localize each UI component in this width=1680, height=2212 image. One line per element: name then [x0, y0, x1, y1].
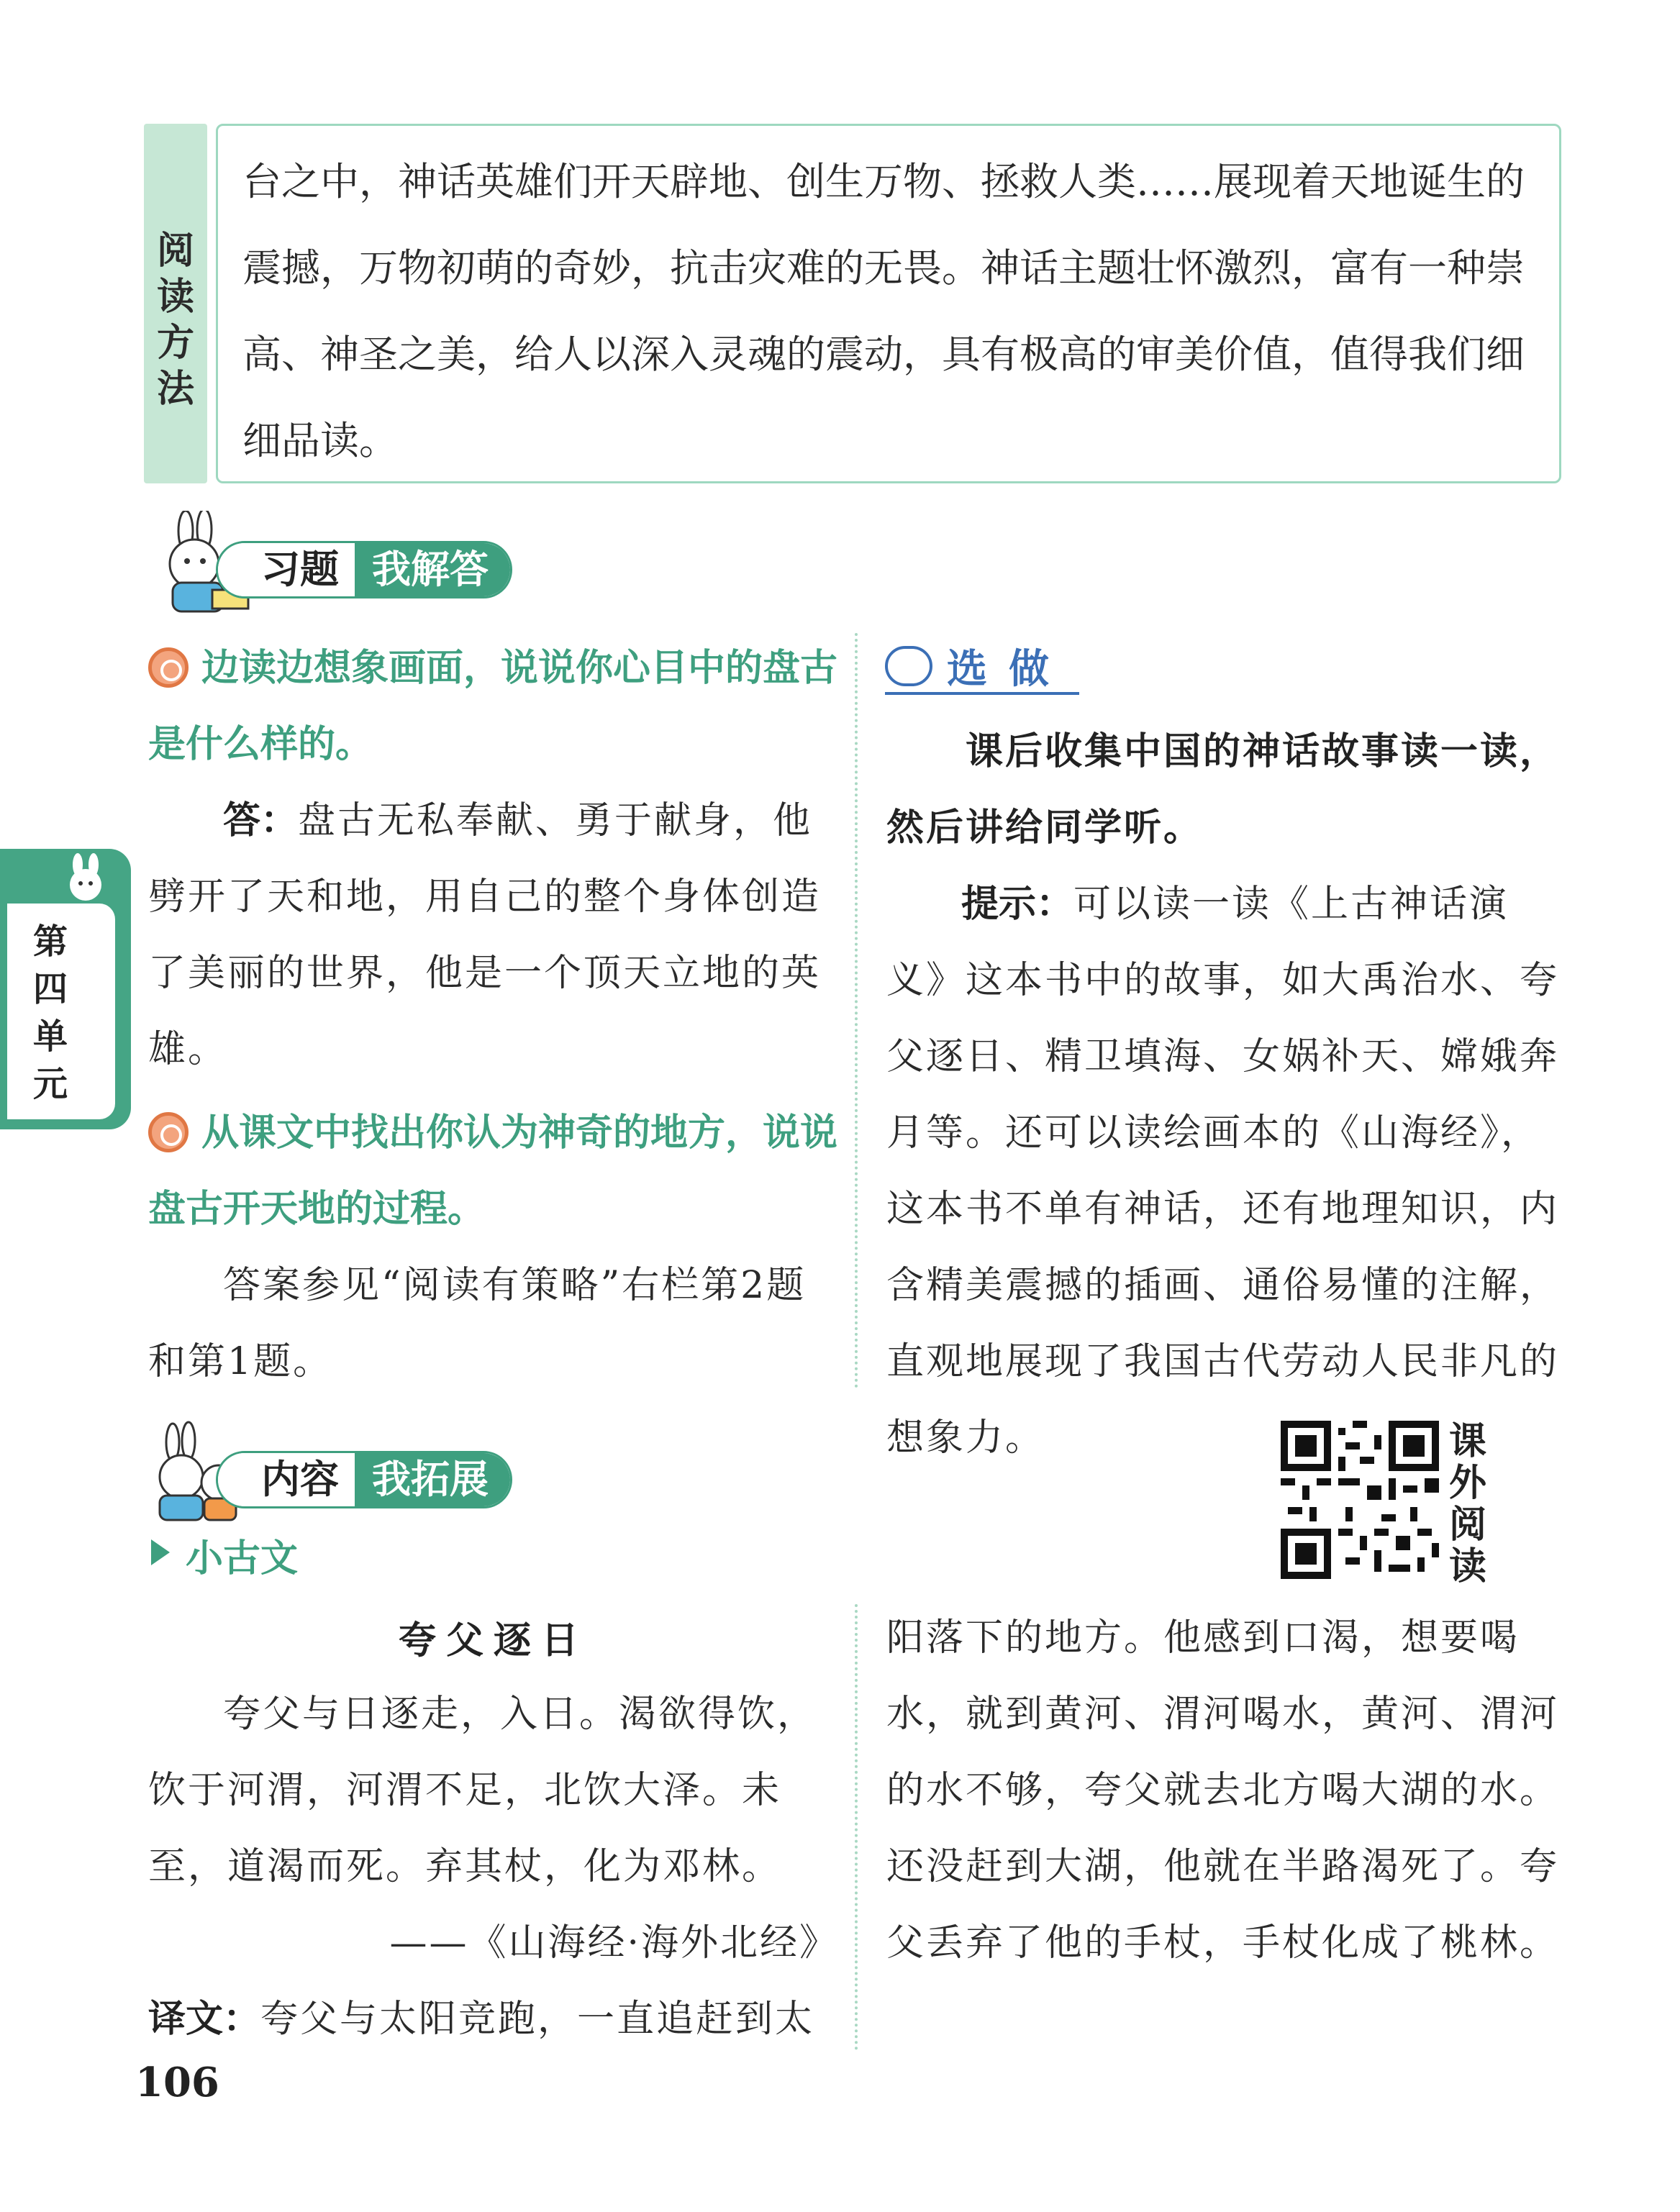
optional-task: 课后收集中国的神话故事读一读，然后讲给同学听。 [886, 730, 1560, 850]
answer-2: 答案参见“阅读有策略”右栏第2题和第1题。 [148, 1264, 807, 1383]
optional-underline [885, 692, 1079, 695]
optional-icon [885, 646, 932, 686]
unit-side-tab [0, 849, 131, 1129]
subhead-triangle-icon [151, 1539, 170, 1565]
hint [886, 866, 1563, 1476]
question-1: 边读边想象画面，说说你心目中的盘古是什么样的。 [148, 647, 838, 766]
hint-text: 可以读一读《上古神话演义》这本书中的故事，如大禹治水、夸父逐日、精卫填海、女娲补天、嫦娥奔月等。还可以读绘画本的《山海经》，这本书不单有神话，还有地理知识，内含精美震撼的插画、通俗易懂的注解，直观地展现了我国古代劳动人民非凡的想象力。 [886, 883, 1560, 1460]
extend-header-part2: 我拓展 [355, 1453, 510, 1506]
extend-header [144, 1421, 547, 1502]
bunny-head-icon [60, 853, 111, 904]
reading-method-box [216, 124, 1561, 483]
page-number: 106 [135, 2059, 219, 2106]
qr-code-icon [1281, 1421, 1439, 1579]
translation-left-text: 夸父与太阳竞跑，一直追赶到太 [260, 1998, 815, 2041]
translation-right: 阳落下的地方。他感到口渴，想要喝水，就到黄河、渭河喝水，黄河、渭河的水不够，夸父就去北方喝大湖的水。还没赶到大湖，他就在半路渴死了。夸父丢弃了他的手杖，手杖化成了桃林。 [886, 1616, 1560, 1965]
reading-method-tab [144, 124, 207, 483]
optional-label: 选做 [947, 646, 1071, 693]
hint-label: 提示： [961, 883, 1074, 926]
exercise-header-part2: 我解答 [355, 543, 510, 596]
exercise-header [144, 511, 547, 592]
qr-label: 课 外 阅 读 [1448, 1420, 1486, 1588]
question-2: 从课文中找出你认为神奇的地方，说说盘古开天地的过程。 [148, 1111, 838, 1231]
reading-method-label: 阅 读 方 法 [156, 229, 194, 411]
column-divider-2 [855, 1604, 858, 2050]
unit-label: 第 四 单 元 [32, 921, 68, 1104]
translation-label: 译文： [148, 1998, 261, 2041]
translation-left [148, 1981, 839, 2057]
qr-code[interactable] [1281, 1421, 1439, 1579]
answer-1-text: 盘古无私奉献、勇于献身，他劈开了天和地，用自己的整个身体创造了美丽的世界，他是一个顶天立地的英雄。 [148, 799, 822, 1071]
ancient-text-subhead: 小古文 [186, 1537, 299, 1580]
ancient-text-source: ——《山海经·海外北经》 [389, 1921, 839, 1965]
extend-pill [216, 1451, 512, 1508]
exercise-pill [216, 541, 512, 598]
answer-1-label: 答： [223, 799, 299, 842]
answer-1 [148, 783, 839, 1088]
unit-side-inner [7, 904, 115, 1119]
exercise-header-part1: 习题 [218, 543, 355, 596]
column-divider [855, 633, 858, 1388]
ancient-text-original: 夸父与日逐走，入日。渴欲得饮，饮于河渭，河渭不足，北饮大泽。未至，道渴而死。弃其杖，化为邓林。 [148, 1693, 817, 1888]
extend-header-part1: 内容 [218, 1453, 355, 1506]
ancient-text-title: 夸父逐日 [398, 1619, 589, 1662]
reading-method-text: 台之中，神话英雄们开天辟地、创生万物、拯救人类……展现着天地诞生的震撼，万物初萌的奇妙，抗击灾难的无畏。神话主题壮怀激烈，富有一种崇高、神圣之美，给人以深入灵魂的震动，具有极高的审美价值，值得我们细细品读。 [242, 159, 1525, 463]
